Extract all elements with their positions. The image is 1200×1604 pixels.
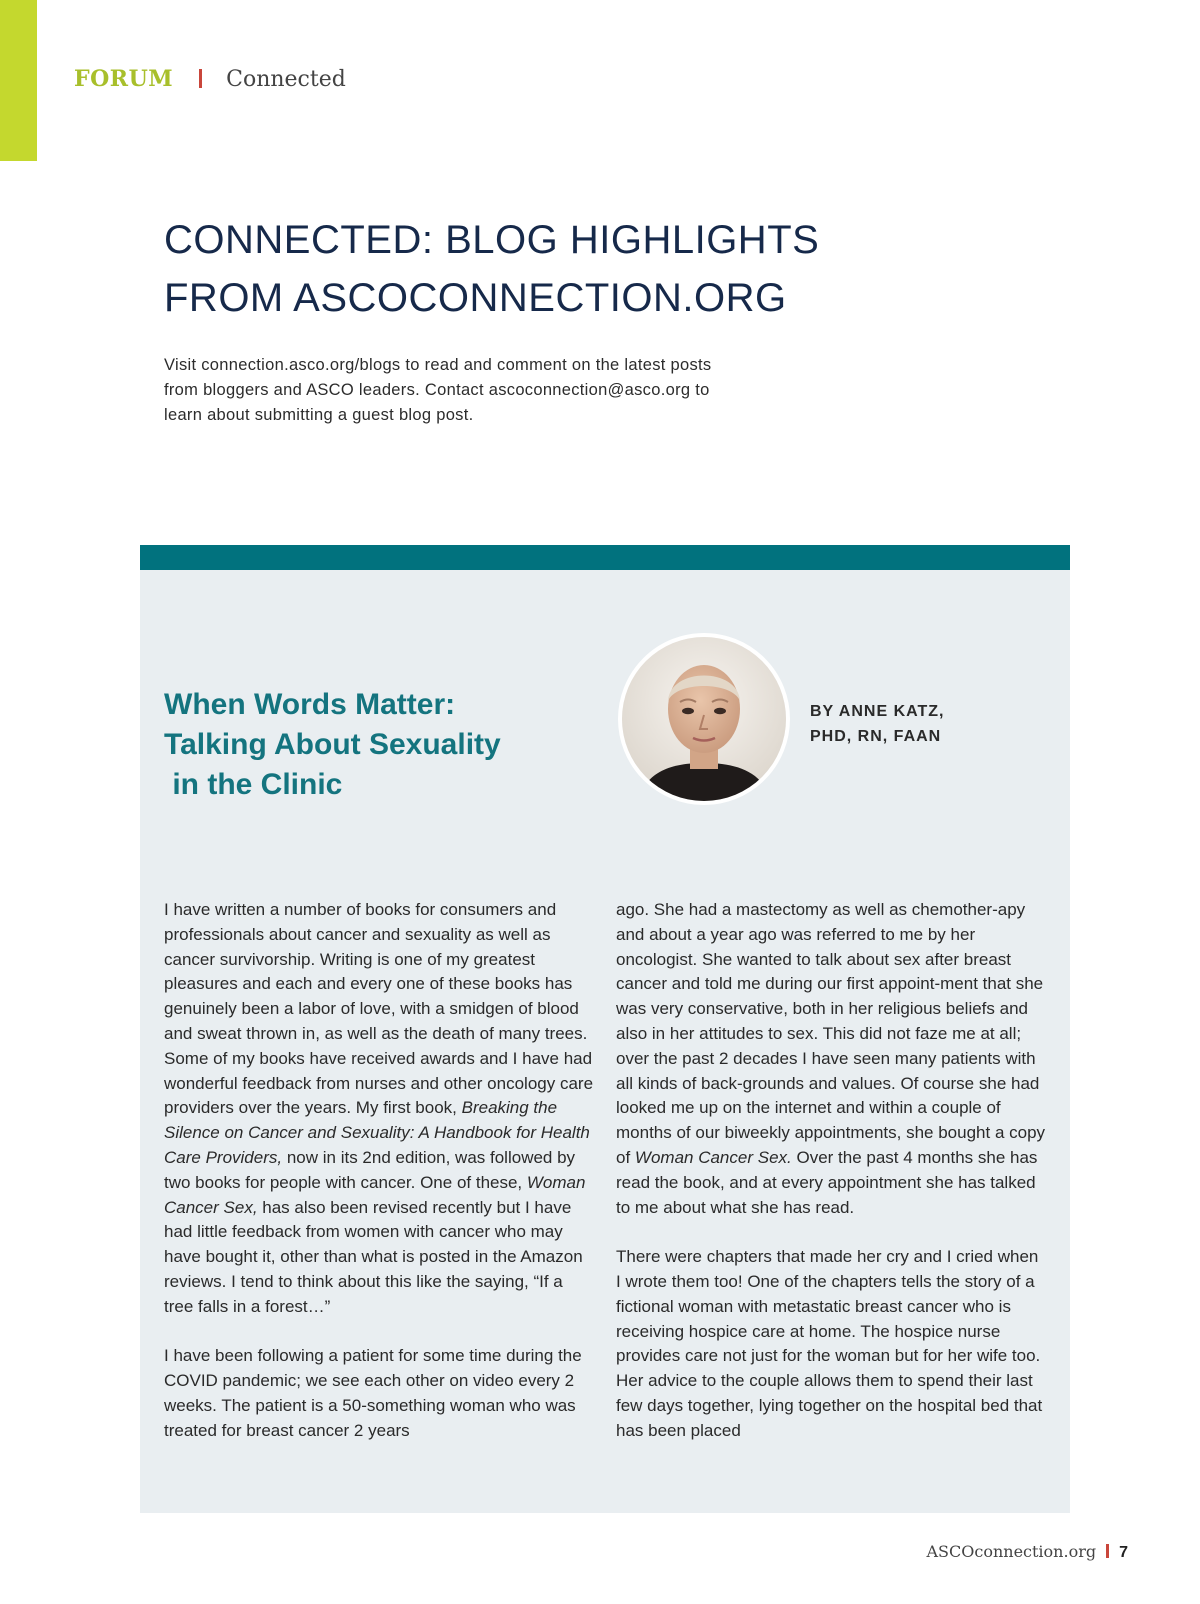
section-color-tab <box>0 0 37 161</box>
blog-title-line-1: When Words Matter: <box>164 688 456 721</box>
text-run: I have written a number of books for consumers and professionals about cancer and sexuality as well as cancer survivorship. Writing is one of my greatest pleasures and each and every one of these books has genuinely been a labor of love, with a smidgen of blood and sweat thrown in, as well as the death of many trees. Some of my books have received awards and I have had wonderful feedback from nurses and other oncology care providers over the years. My first book, <box>164 900 594 1118</box>
paragraph: There were chapters that made her cry and I cried when I wrote them too! One of the chapters tells the story of a fictional woman with metastatic breast cancer who is receiving hospice care at home. The hospice nurse provides care not just for the woman but for her wife too. Her advice to the couple allows them to spend their last few days together, lying together on the hospital bed that has been placed <box>616 1247 1043 1440</box>
intro-line-2: from bloggers and ASCO leaders. Contact ascoconnection@asco.org to <box>164 381 710 399</box>
book-title: Woman Cancer Sex, <box>164 1172 586 1217</box>
book-title: Breaking the Silence on Cancer and Sexuality: A Handbook for Health Care Providers, <box>164 1098 590 1167</box>
intro-line-3: learn about submitting a guest blog post. <box>164 406 474 424</box>
blog-title-line-3: in the Clinic <box>164 768 343 801</box>
footer-site: ASCOconnection.org <box>926 1542 1097 1561</box>
page-title <box>164 211 819 327</box>
subsection-label: Connected <box>226 67 346 92</box>
footer-divider <box>1106 1544 1109 1558</box>
intro-text <box>164 353 844 428</box>
text-run: has also been revised recently but I have had little feedback from women with cancer who may have bought it, other than what is posted in the Amazon reviews. I tend to think about this like the saying, “If a tree falls in a forest…” <box>164 1197 583 1316</box>
author-photo-icon <box>622 637 786 801</box>
paragraph: I have been following a patient for some time during the COVID pandemic; we see each other on video every 2 weeks. The patient is a 50-something woman who was treated for breast cancer 2 years <box>164 1346 582 1440</box>
text-run: Over the past 4 months she has read the book, and at every appointment she has talked to me about what she has read. <box>616 1147 1038 1217</box>
page-footer <box>926 1542 1128 1562</box>
author-portrait <box>618 633 790 805</box>
paragraph <box>164 898 594 1320</box>
author-byline <box>810 699 944 749</box>
article-column-left <box>164 898 594 1444</box>
paragraph <box>616 898 1046 1220</box>
blog-post-box <box>140 545 1070 1513</box>
text-run: ago. She had a mastectomy as well as chemother-apy and about a year ago was referred to me by her oncologist. She wanted to talk about sex after breast cancer and told me during our first appoint-ment that she was very conservative, both in her religious beliefs and also in her attitudes to sex. This did not faze me at all; over the past 2 decades I have seen many patients with all kinds of back-grounds and values. Of course she had looked me up on the internet and within a couple of months of our biweekly appointments, she bought a copy of <box>616 900 1046 1167</box>
blog-title <box>164 685 501 805</box>
intro-line-1: Visit connection.asco.org/blogs to read and comment on the latest posts <box>164 356 712 374</box>
section-header <box>74 66 346 92</box>
article-column-right <box>616 898 1046 1444</box>
header-divider <box>199 69 202 88</box>
byline-line-1: BY ANNE KATZ, <box>810 703 945 720</box>
blog-title-line-2: Talking About Sexuality <box>164 728 501 761</box>
byline-line-2: PHD, RN, FAAN <box>810 728 942 745</box>
book-title: Woman Cancer Sex. <box>634 1147 792 1167</box>
section-label: FORUM <box>74 66 174 92</box>
page-number: 7 <box>1119 1544 1128 1561</box>
page-title-line-1: CONNECTED: BLOG HIGHLIGHTS <box>164 218 820 262</box>
page-title-line-2: FROM ASCOCONNECTION.ORG <box>164 276 787 320</box>
box-accent-bar <box>140 545 1070 570</box>
text-run: now in its 2nd edition, was followed by two books for people with cancer. One of these, <box>164 1147 576 1192</box>
